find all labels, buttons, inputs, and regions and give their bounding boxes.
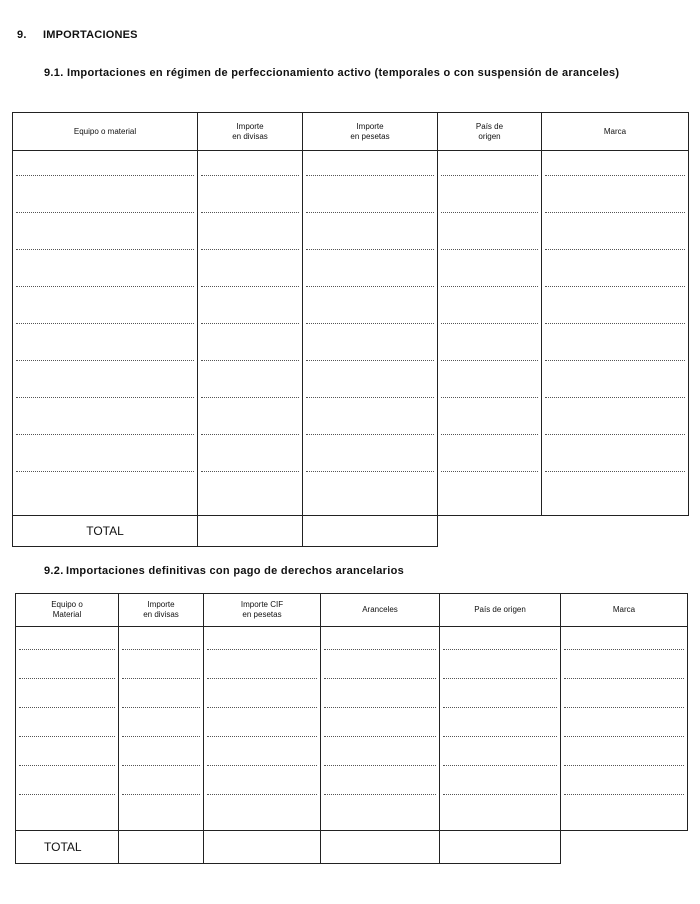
entry-cell[interactable] xyxy=(542,151,689,183)
entry-cell[interactable] xyxy=(198,441,303,478)
entry-cell[interactable] xyxy=(13,256,198,293)
entry-cell[interactable] xyxy=(204,685,321,714)
section-9-1-number: 9.1. xyxy=(44,67,64,79)
entry-cell[interactable] xyxy=(542,367,689,404)
entry-cell[interactable] xyxy=(13,441,198,478)
column-header xyxy=(561,594,688,627)
entry-cell[interactable] xyxy=(321,685,440,714)
entry-cell[interactable] xyxy=(198,367,303,404)
entry-cell[interactable] xyxy=(198,182,303,219)
entry-cell[interactable] xyxy=(13,293,198,330)
column-header xyxy=(321,594,440,627)
entry-cell[interactable] xyxy=(16,656,119,685)
column-header-line: Importe xyxy=(356,121,384,131)
total-cell[interactable] xyxy=(119,831,204,864)
entry-cell[interactable] xyxy=(561,714,688,743)
column-header-line: en divisas xyxy=(143,610,179,619)
column-header-line: Importe CIF xyxy=(240,600,284,609)
total-label: TOTAL xyxy=(16,831,119,864)
entry-cell[interactable] xyxy=(440,743,561,772)
entry-cell[interactable] xyxy=(13,367,198,404)
entry-cell[interactable] xyxy=(204,656,321,685)
entry-cell[interactable] xyxy=(321,656,440,685)
entry-cell[interactable] xyxy=(303,367,438,404)
entry-cell[interactable] xyxy=(542,293,689,330)
entry-cell[interactable] xyxy=(198,478,303,516)
entry-cell[interactable] xyxy=(119,801,204,831)
entry-cell[interactable] xyxy=(542,441,689,478)
entry-cell[interactable] xyxy=(321,714,440,743)
column-header-line: Aranceles xyxy=(362,605,398,614)
entry-cell[interactable] xyxy=(561,627,688,657)
entry-cell[interactable] xyxy=(561,801,688,831)
entry-cell[interactable] xyxy=(440,685,561,714)
definitive-imports-table xyxy=(15,593,688,864)
section-9-heading xyxy=(17,29,138,41)
column-header-line: Equipo o xyxy=(51,600,83,609)
entry-cell[interactable] xyxy=(303,404,438,441)
column-header-line: Importe xyxy=(147,600,175,609)
table-header-row xyxy=(13,113,689,151)
entry-cell[interactable] xyxy=(438,330,542,367)
total-cell[interactable] xyxy=(198,516,303,547)
table-row xyxy=(13,182,689,219)
entry-cell[interactable] xyxy=(13,330,198,367)
column-header-line: en divisas xyxy=(232,131,268,141)
column-header xyxy=(13,113,198,151)
entry-cell[interactable] xyxy=(440,772,561,801)
table-row xyxy=(13,441,689,478)
entry-cell[interactable] xyxy=(198,404,303,441)
table-header-row xyxy=(16,594,688,627)
entry-cell[interactable] xyxy=(561,685,688,714)
section-9-title: IMPORTACIONES xyxy=(43,29,138,41)
entry-cell[interactable] xyxy=(561,656,688,685)
entry-cell[interactable] xyxy=(13,478,198,516)
entry-cell[interactable] xyxy=(119,685,204,714)
table-row xyxy=(13,219,689,256)
section-9-2-number: 9.2. xyxy=(44,565,64,577)
total-row xyxy=(16,831,688,864)
entry-cell[interactable] xyxy=(542,404,689,441)
total-row xyxy=(13,516,689,547)
table-row xyxy=(13,478,689,516)
column-header-line: origen xyxy=(478,131,501,141)
column-header xyxy=(303,113,438,151)
entry-cell[interactable] xyxy=(542,219,689,256)
entry-cell[interactable] xyxy=(440,801,561,831)
entry-cell[interactable] xyxy=(303,293,438,330)
entry-cell[interactable] xyxy=(16,801,119,831)
entry-cell[interactable] xyxy=(198,330,303,367)
entry-cell[interactable] xyxy=(561,772,688,801)
entry-cell[interactable] xyxy=(542,330,689,367)
entry-cell[interactable] xyxy=(204,772,321,801)
table-row xyxy=(13,151,689,183)
entry-cell[interactable] xyxy=(440,627,561,657)
section-9-1-heading xyxy=(44,66,664,80)
total-cell[interactable] xyxy=(204,831,321,864)
entry-cell[interactable] xyxy=(438,293,542,330)
column-header-line: País de xyxy=(475,121,504,131)
table-row xyxy=(16,714,688,743)
entry-cell[interactable] xyxy=(561,743,688,772)
table-row xyxy=(16,627,688,657)
column-header-line: Marca xyxy=(603,126,627,136)
entry-cell[interactable] xyxy=(438,478,542,516)
column-header-line: en pesetas xyxy=(350,131,390,141)
total-label: TOTAL xyxy=(13,516,198,547)
entry-cell[interactable] xyxy=(16,743,119,772)
empty-space xyxy=(542,516,689,547)
total-cell[interactable] xyxy=(303,516,438,547)
entry-cell[interactable] xyxy=(438,256,542,293)
table-row xyxy=(13,256,689,293)
section-9-2-title: Importaciones definitivas con pago de derechos arancelarios xyxy=(66,565,405,577)
table-row xyxy=(16,772,688,801)
column-header-line: Marca xyxy=(612,605,636,614)
entry-cell[interactable] xyxy=(542,182,689,219)
column-header-line: Equipo o material xyxy=(73,126,137,136)
entry-cell[interactable] xyxy=(303,219,438,256)
entry-cell[interactable] xyxy=(303,256,438,293)
entry-cell[interactable] xyxy=(119,743,204,772)
table-row xyxy=(16,656,688,685)
entry-cell[interactable] xyxy=(198,219,303,256)
entry-cell[interactable] xyxy=(119,772,204,801)
entry-cell[interactable] xyxy=(438,367,542,404)
entry-cell[interactable] xyxy=(440,656,561,685)
column-header xyxy=(16,594,119,627)
entry-cell[interactable] xyxy=(303,478,438,516)
column-header xyxy=(204,594,321,627)
column-header xyxy=(542,113,689,151)
entry-cell[interactable] xyxy=(198,151,303,183)
entry-cell[interactable] xyxy=(119,627,204,657)
total-cell[interactable] xyxy=(321,831,440,864)
entry-cell[interactable] xyxy=(438,182,542,219)
entry-cell[interactable] xyxy=(542,478,689,516)
column-header xyxy=(119,594,204,627)
table-row xyxy=(13,293,689,330)
entry-cell[interactable] xyxy=(321,627,440,657)
total-cell[interactable] xyxy=(440,831,561,864)
entry-cell[interactable] xyxy=(303,182,438,219)
table-row xyxy=(16,801,688,831)
entry-cell[interactable] xyxy=(321,801,440,831)
entry-cell[interactable] xyxy=(16,714,119,743)
entry-cell[interactable] xyxy=(321,772,440,801)
entry-cell[interactable] xyxy=(303,441,438,478)
section-9-2-heading xyxy=(44,565,404,577)
column-header xyxy=(198,113,303,151)
entry-cell[interactable] xyxy=(204,743,321,772)
table-row xyxy=(13,404,689,441)
entry-cell[interactable] xyxy=(119,656,204,685)
table-row xyxy=(16,685,688,714)
entry-cell[interactable] xyxy=(438,404,542,441)
entry-cell[interactable] xyxy=(119,714,204,743)
entry-cell[interactable] xyxy=(13,404,198,441)
column-header-line: en pesetas xyxy=(242,610,282,619)
entry-cell[interactable] xyxy=(542,256,689,293)
entry-cell[interactable] xyxy=(198,256,303,293)
section-9-1-title: Importaciones en régimen de perfeccionamiento activo (temporales o con suspensión de aranceles) xyxy=(67,67,620,79)
entry-cell[interactable] xyxy=(438,219,542,256)
empty-space xyxy=(438,516,542,547)
entry-cell[interactable] xyxy=(303,330,438,367)
entry-cell[interactable] xyxy=(13,219,198,256)
entry-cell[interactable] xyxy=(440,714,561,743)
section-9-number: 9. xyxy=(17,29,27,41)
column-header-line: Importe xyxy=(236,121,264,131)
entry-cell[interactable] xyxy=(321,743,440,772)
column-header xyxy=(438,113,542,151)
entry-cell[interactable] xyxy=(16,772,119,801)
entry-cell[interactable] xyxy=(204,627,321,657)
entry-cell[interactable] xyxy=(204,801,321,831)
entry-cell[interactable] xyxy=(13,182,198,219)
entry-cell[interactable] xyxy=(13,151,198,183)
entry-cell[interactable] xyxy=(438,441,542,478)
column-header xyxy=(440,594,561,627)
entry-cell[interactable] xyxy=(16,685,119,714)
temporary-imports-table xyxy=(12,112,689,547)
empty-space xyxy=(561,831,688,864)
column-header-line: Material xyxy=(52,610,82,619)
table-row xyxy=(16,743,688,772)
entry-cell[interactable] xyxy=(303,151,438,183)
entry-cell[interactable] xyxy=(438,151,542,183)
entry-cell[interactable] xyxy=(204,714,321,743)
entry-cell[interactable] xyxy=(16,627,119,657)
table-row xyxy=(13,330,689,367)
column-header-line: País de origen xyxy=(474,605,526,614)
table-row xyxy=(13,367,689,404)
entry-cell[interactable] xyxy=(198,293,303,330)
